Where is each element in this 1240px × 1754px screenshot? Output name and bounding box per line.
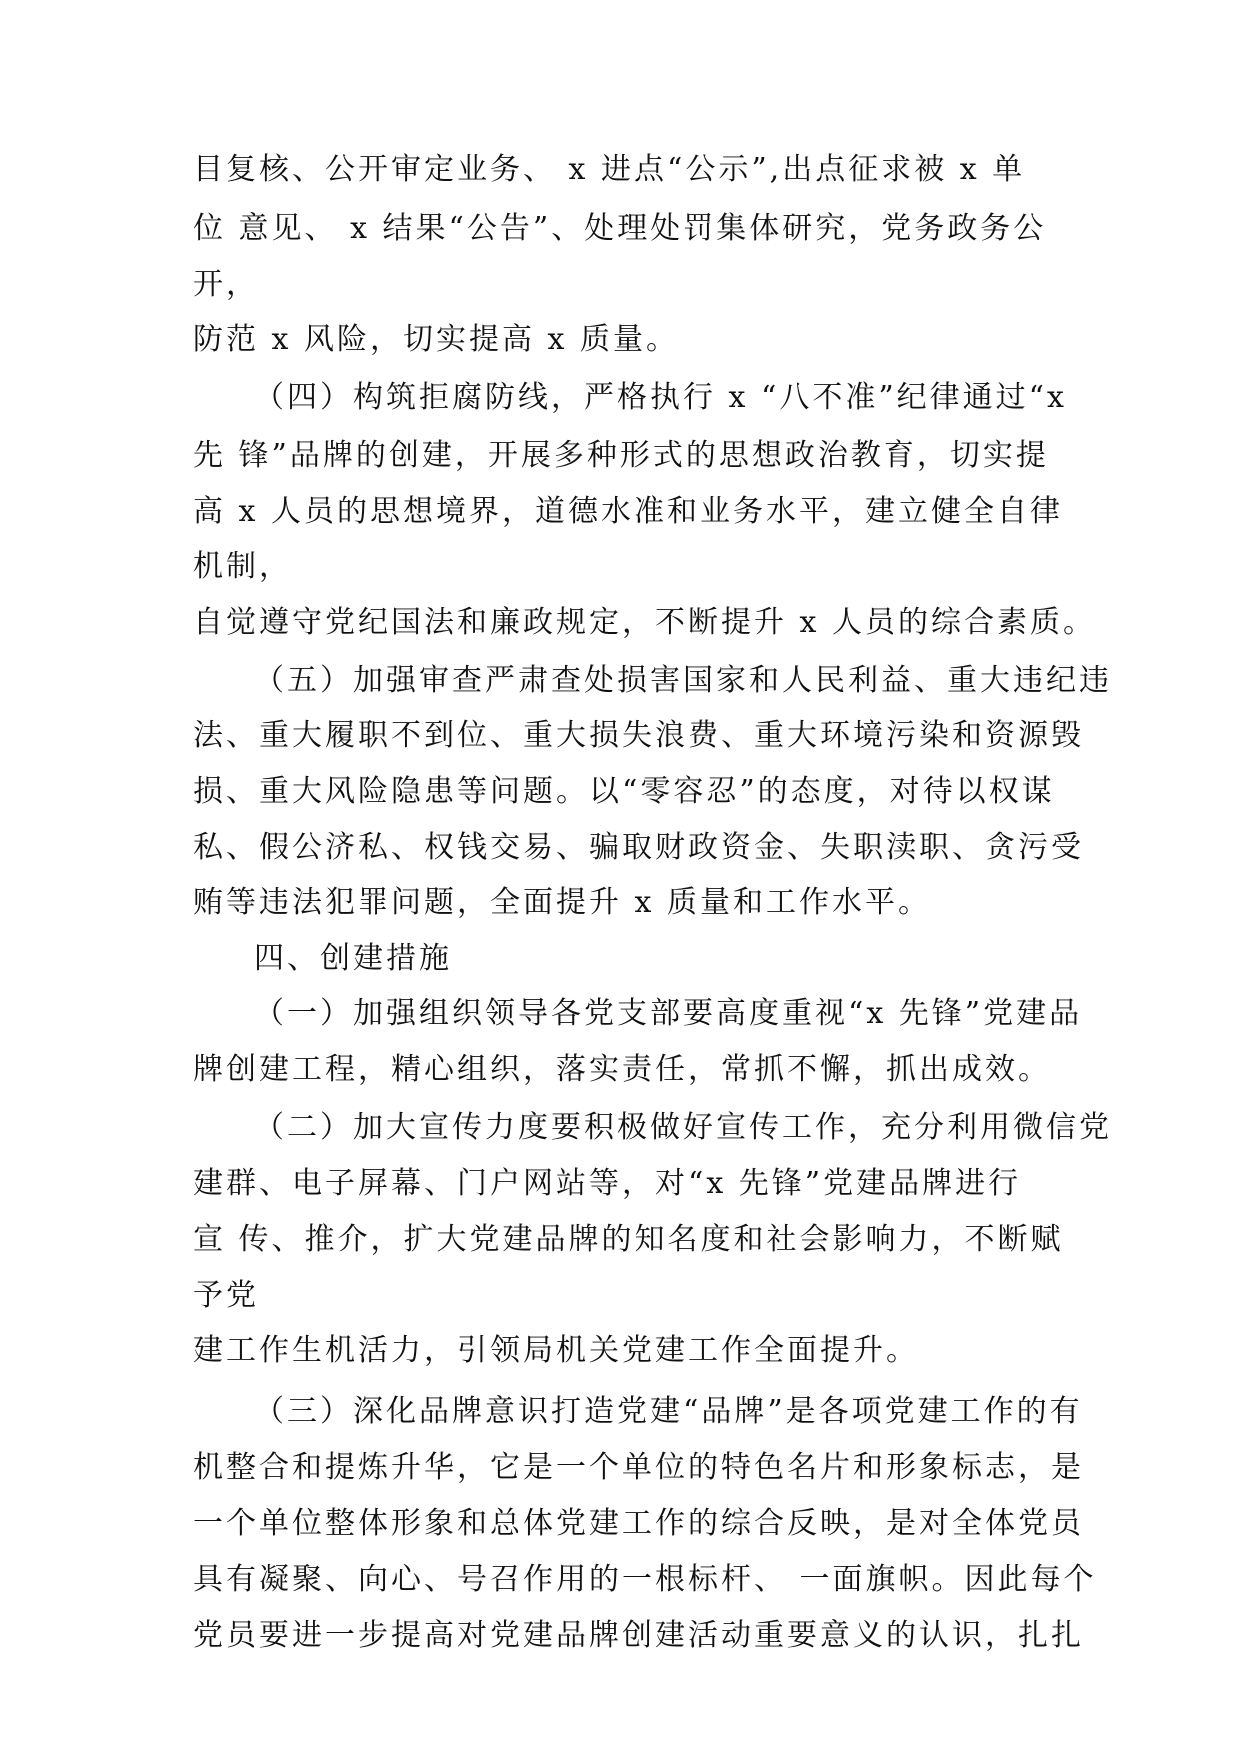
text-line: 党员要进一步提高对党建品牌创建活动重要意义的认识，扎扎 — [193, 1618, 1084, 1653]
text-line: 位 意见、 x 结果“公告”、处理处罚集体研究，党务政务公 — [193, 211, 1047, 246]
paragraph-first-line: （一）加强组织领导各党支部要高度重视“x 先锋”党建品 — [254, 996, 1083, 1031]
paragraph-first-line: （三）深化品牌意识打造党建“品牌”是各项党建工作的有 — [254, 1394, 1083, 1429]
text-line: 机整合和提炼升华，它是一个单位的特色名片和形象标志，是 — [193, 1450, 1084, 1485]
text-line: 法、重大履职不到位、重大损失浪费、重大环境污染和资源毁 — [193, 718, 1084, 753]
section-heading: 四、创建措施 — [254, 941, 452, 976]
text-line: 一个单位整体形象和总体党建工作的综合反映，是对全体党员 — [193, 1506, 1084, 1541]
text-line: 高 x 人员的思想境界，道德水准和业务水平，建立健全自律 — [193, 494, 1063, 529]
paragraph-first-line: （二）加大宣传力度要积极做好宣传工作，充分利用微信党 — [254, 1110, 1112, 1145]
text-line: 宣 传、推介，扩大党建品牌的知名度和社会影响力，不断赋 — [193, 1222, 1064, 1257]
text-line: 贿等违法犯罪问题，全面提升 x 质量和工作水平。 — [193, 885, 931, 920]
text-line: 防范 x 风险，切实提高 x 质量。 — [193, 322, 679, 357]
text-line: 先 锋”品牌的创建，开展多种形式的思想政治教育，切实提 — [193, 438, 1049, 473]
text-line: 目复核、公开审定业务、 x 进点“公示”,出点征求被 x 单 — [193, 152, 1026, 187]
text-line: 建工作生机活力，引领局机关党建工作全面提升。 — [193, 1333, 919, 1368]
text-line: 损、重大风险隐患等问题。以“零容忍”的态度，对待以权谋 — [193, 774, 1055, 809]
text-line: 具有凝聚、向心、号召作用的一根标杆、 一面旗帜。因此每个 — [193, 1562, 1097, 1597]
text-line: 牌创建工程，精心组织，落实责任，常抓不懈，抓出成效。 — [193, 1052, 1051, 1087]
text-line: 自觉遵守党纪国法和廉政规定，不断提升 x 人员的综合素质。 — [193, 605, 1096, 640]
paragraph-first-line: （四）构筑拒腐防线，严格执行 x “八不准”纪律通过“x — [254, 380, 1067, 415]
text-line: 私、假公济私、权钱交易、骗取财政资金、失职渎职、贪污受 — [193, 830, 1084, 865]
text-line: 机制， — [193, 549, 292, 584]
paragraph-first-line: （五）加强审查严肃查处损害国家和人民利益、重大违纪违 — [254, 663, 1112, 698]
text-line: 建群、电子屏幕、门户网站等，对“x 先锋”党建品牌进行 — [193, 1166, 1022, 1201]
text-line: 予党 — [193, 1278, 259, 1313]
text-line: 开， — [193, 267, 259, 302]
